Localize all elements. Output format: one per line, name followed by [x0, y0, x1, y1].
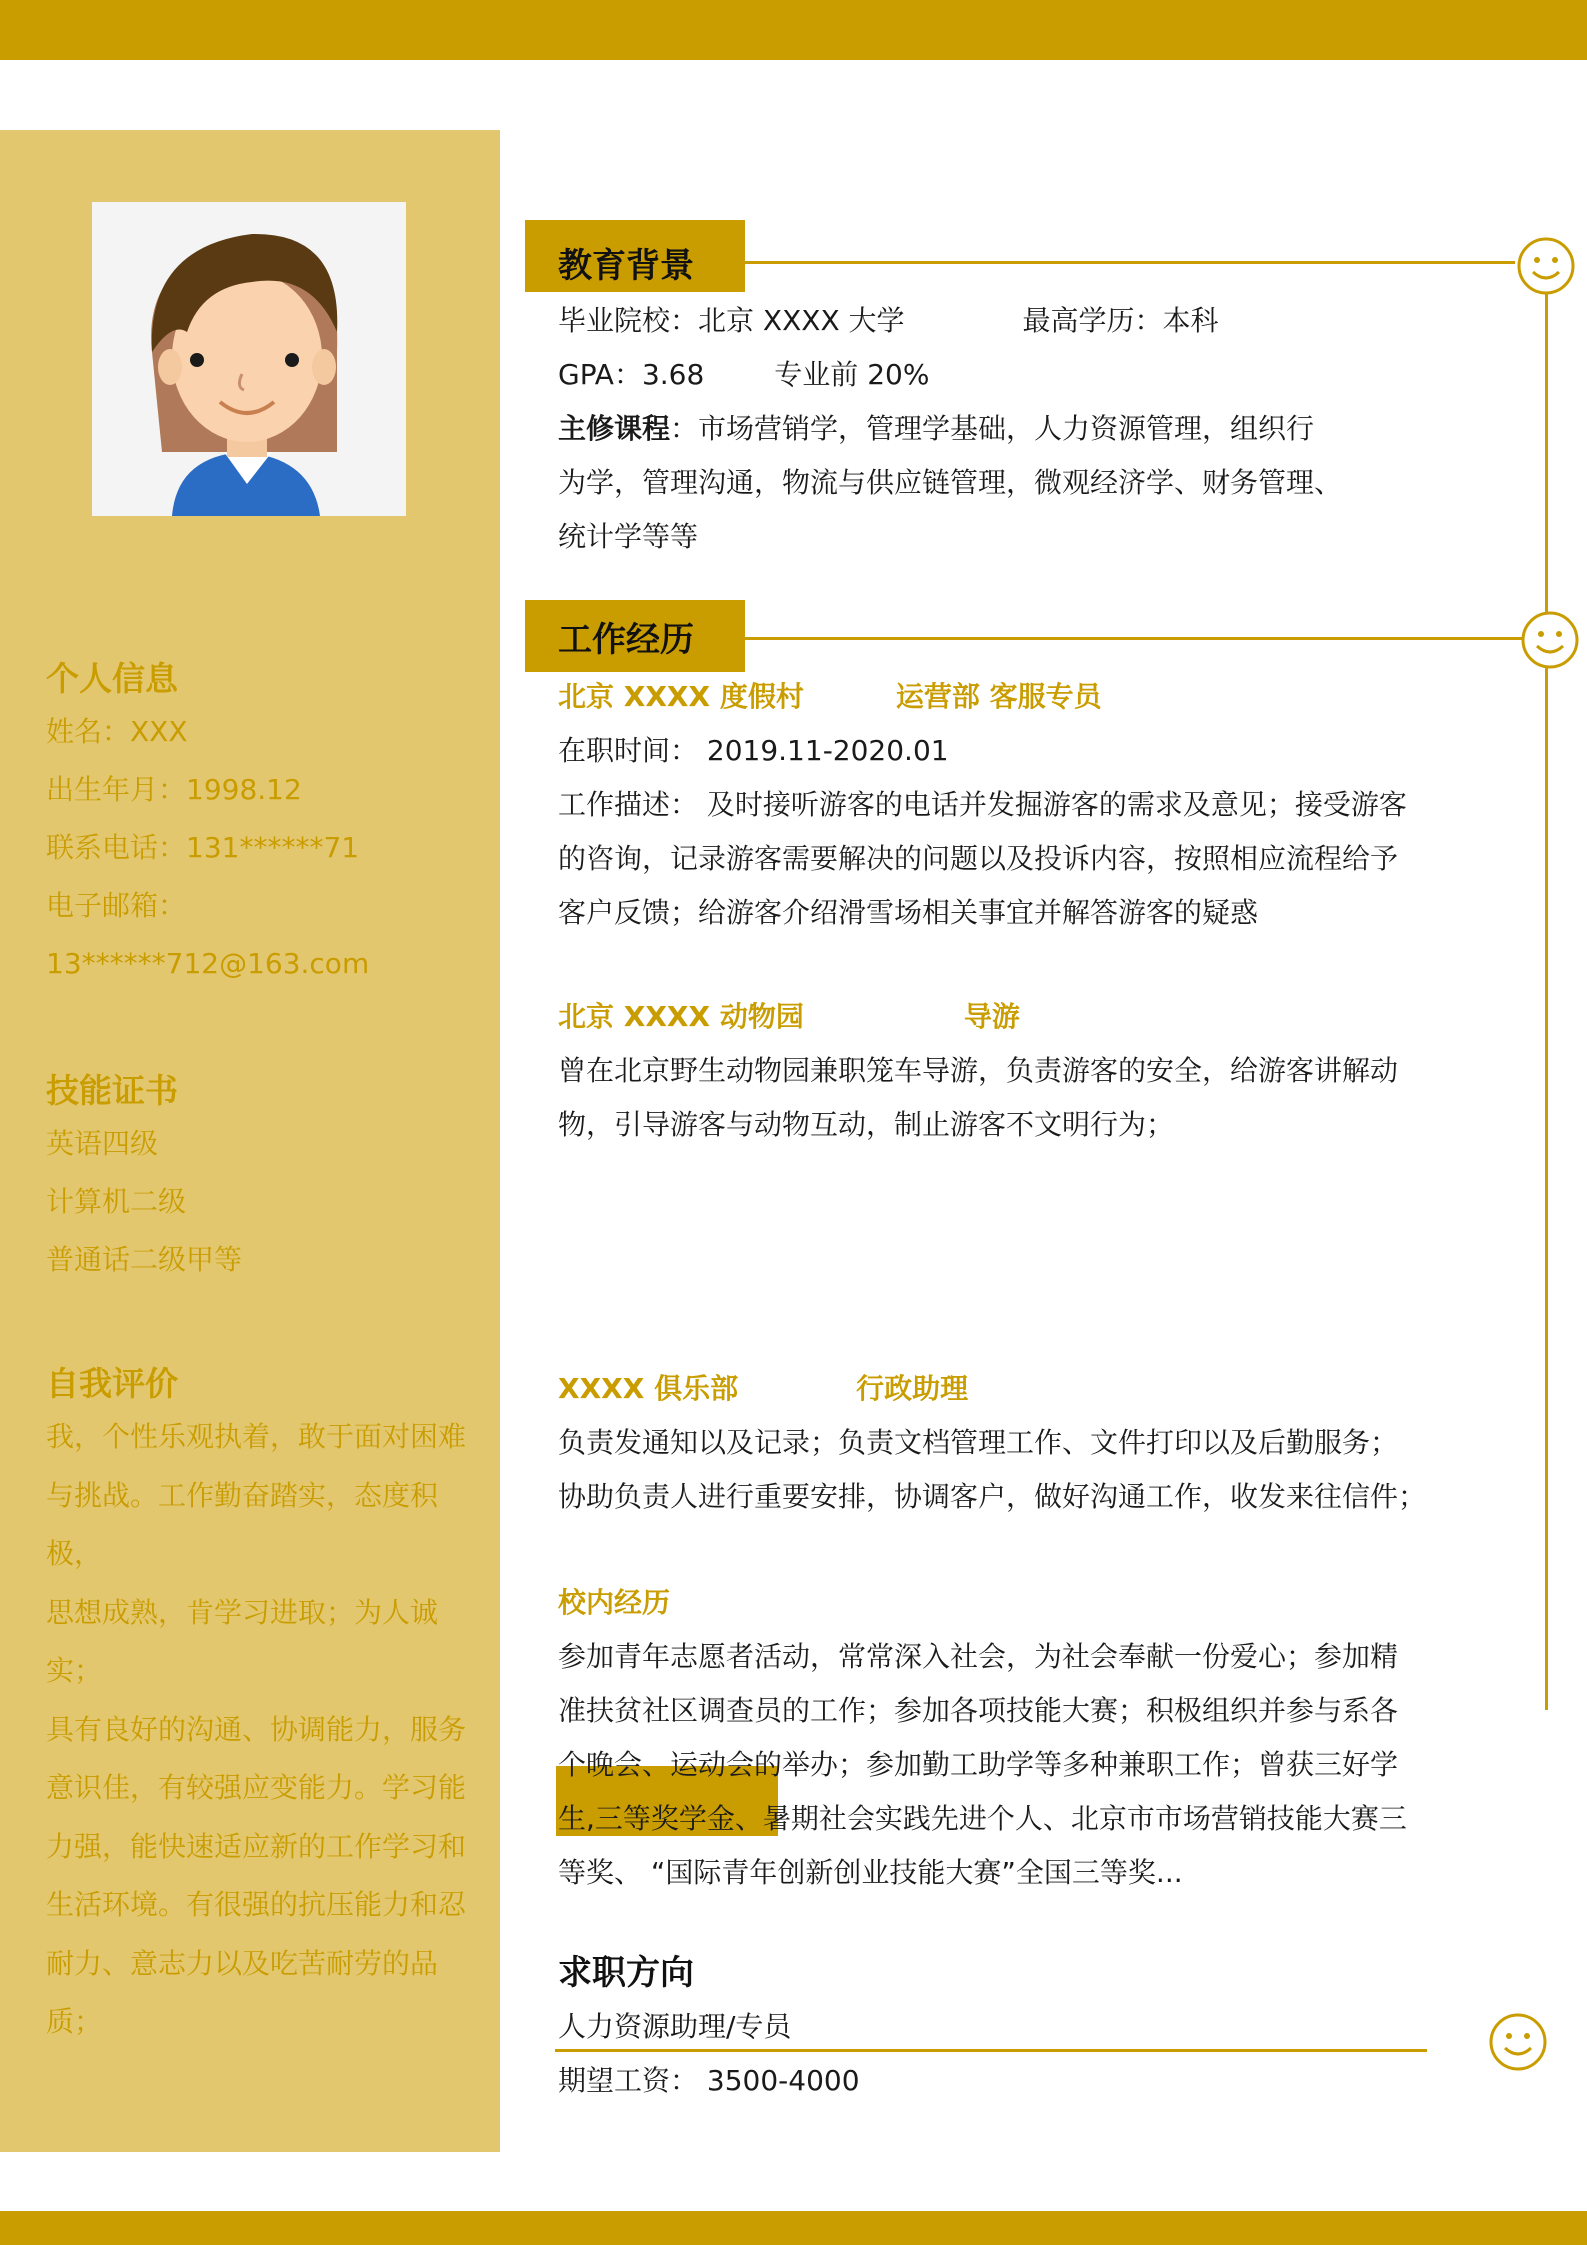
job1-desc-line: 的咨询，记录游客需要解决的问题以及投诉内容，按照相应流程给予: [558, 842, 1399, 875]
avatar-illustration: [92, 202, 406, 516]
job3-heading: [558, 1362, 1448, 1416]
self-eval-line: 力强，能快速适应新的工作学习和: [46, 1829, 467, 1863]
gpa-text: GPA：3.68: [558, 358, 705, 391]
smiley-icon: [1516, 236, 1576, 296]
self-eval-title: 自我评价: [46, 1364, 178, 1403]
courses-line: 统计学等等: [558, 520, 699, 553]
rank-text: 专业前 20%: [774, 358, 930, 391]
job2-heading: [558, 990, 1448, 1044]
education-school-row: [558, 294, 1448, 348]
skills-title: 技能证书: [46, 1071, 178, 1110]
skills-section: [46, 1067, 486, 1289]
courses-label: 主修课程: [558, 412, 671, 445]
job2-role: 导游: [963, 1000, 1020, 1033]
job1-desc-line: 客户反馈；给游客介绍滑雪场相关事宜并解答游客的疑惑: [558, 896, 1259, 929]
skill-item: 英语四级: [46, 1127, 159, 1160]
self-eval-section: [46, 1360, 486, 2052]
self-eval-line: 具有良好的沟通、协调能力，服务: [46, 1712, 467, 1746]
self-eval-line: 生活环境。有很强的抗压能力和忍: [46, 1888, 467, 1921]
work-title: 工作经历: [558, 620, 694, 660]
skill-item: 普通话二级甲等: [46, 1243, 243, 1276]
self-eval-line: 我，个性乐观执着，敢于面对困难: [46, 1420, 467, 1453]
education-title: 教育背景: [558, 246, 694, 286]
campus-desc-line: 参加青年志愿者活动，常常深入社会，为社会奉献一份爱心；参加精: [558, 1640, 1399, 1673]
self-eval-line: 质；: [46, 2005, 103, 2038]
campus-desc-line: 准扶贫社区调查员的工作；参加各项技能大赛；积极组织并参与系各: [558, 1694, 1399, 1727]
job1-desc-line: 工作描述： 及时接听游客的电话并发掘游客的需求及意见；接受游客: [558, 788, 1407, 821]
campus-desc-line: 等奖、 “国际青年创新创业技能大赛”全国三等奖...: [558, 1856, 1183, 1889]
skill-item: 计算机二级: [46, 1185, 187, 1218]
work-header-rule: [745, 637, 1525, 640]
job2-desc-line: 曾在北京野生动物园兼职笼车导游，负责游客的安全，给游客讲解动: [558, 1054, 1399, 1087]
objective-section: [558, 1946, 1448, 2097]
job3-company: XXXX 俱乐部: [558, 1372, 739, 1405]
job3-desc-line: 协助负责人进行重要安排，协调客户，做好沟通工作，收发来往信件；: [558, 1480, 1427, 1513]
self-eval-line: 与挑战。工作勤奋踏实，态度积极，: [46, 1478, 439, 1570]
campus-desc-line: 生,三等奖学金、暑期社会实践先进个人、北京市市场营销技能大赛三: [558, 1802, 1407, 1835]
smiley-icon: [1520, 610, 1580, 670]
job3-desc-line: 负责发通知以及记录；负责文档管理工作、文件打印以及后勤服务；: [558, 1426, 1399, 1459]
objective-title: 求职方向: [558, 1953, 694, 1993]
job1-period: 在职时间： 2019.11-2020.01: [558, 734, 949, 767]
campus-desc-line: 个晚会、运动会的举办；参加勤工助学等多种兼职工作；曾获三好学: [558, 1748, 1399, 1781]
job2-desc: [558, 1044, 1448, 1152]
job3-desc: [558, 1416, 1448, 1524]
phone-line: 联系电话：131******71: [46, 831, 360, 864]
job2-section: [558, 990, 1448, 1152]
job1-heading: [558, 670, 1448, 724]
school-text: 毕业院校：北京 XXXX 大学: [558, 304, 905, 337]
campus-desc: [558, 1630, 1448, 1900]
campus-title: 校内经历: [558, 1586, 671, 1619]
top-accent-bar: [0, 0, 1587, 60]
name-line: 姓名：XXX: [46, 715, 188, 748]
courses-line: ：市场营销学，管理学基础，人力资源管理，组织行: [670, 412, 1315, 445]
degree-text: 最高学历：本科: [1022, 304, 1219, 337]
self-eval-text: [46, 1408, 486, 2052]
education-section: [558, 294, 1448, 564]
smiley-icon: [1488, 2012, 1548, 2072]
campus-section: [558, 1576, 1448, 1900]
objective-salary: 期望工资： 3500-4000: [558, 2064, 860, 2097]
job1-desc: [558, 778, 1448, 940]
courses-text: [558, 402, 1448, 564]
education-header-rule: [745, 261, 1515, 264]
self-eval-line: 耐力、意志力以及吃苦耐劳的品: [46, 1946, 439, 1980]
self-eval-line: 思想成熟，肯学习进取；为人诚实；: [46, 1595, 439, 1687]
job2-company: 北京 XXXX 动物园: [558, 1000, 804, 1033]
job1-company: 北京 XXXX 度假村: [558, 680, 804, 713]
job1-section: [558, 670, 1448, 940]
personal-info-section: [46, 655, 486, 993]
email-label: 电子邮箱：: [46, 889, 187, 922]
education-gpa-row: [558, 348, 1448, 402]
personal-info-title: 个人信息: [46, 659, 178, 698]
courses-line: 为学，管理沟通，物流与供应链管理，微观经济学、财务管理、: [558, 466, 1343, 499]
job2-desc-line: 物，引导游客与动物互动，制止游客不文明行为；: [558, 1108, 1175, 1141]
job3-section: [558, 1362, 1448, 1524]
bottom-accent-bar: [0, 2211, 1587, 2245]
email-line: 13******712@163.com: [46, 947, 370, 980]
job3-role: 行政助理: [856, 1372, 969, 1405]
objective-position: 人力资源助理/专员: [558, 2010, 792, 2043]
timeline-vertical-line: [1545, 290, 1548, 1710]
job1-role: 运营部 客服专员: [895, 680, 1102, 713]
profile-photo: [92, 202, 406, 516]
self-eval-line: 意识佳，有较强应变能力。学习能: [46, 1771, 467, 1804]
birth-line: 出生年月：1998.12: [46, 773, 302, 806]
